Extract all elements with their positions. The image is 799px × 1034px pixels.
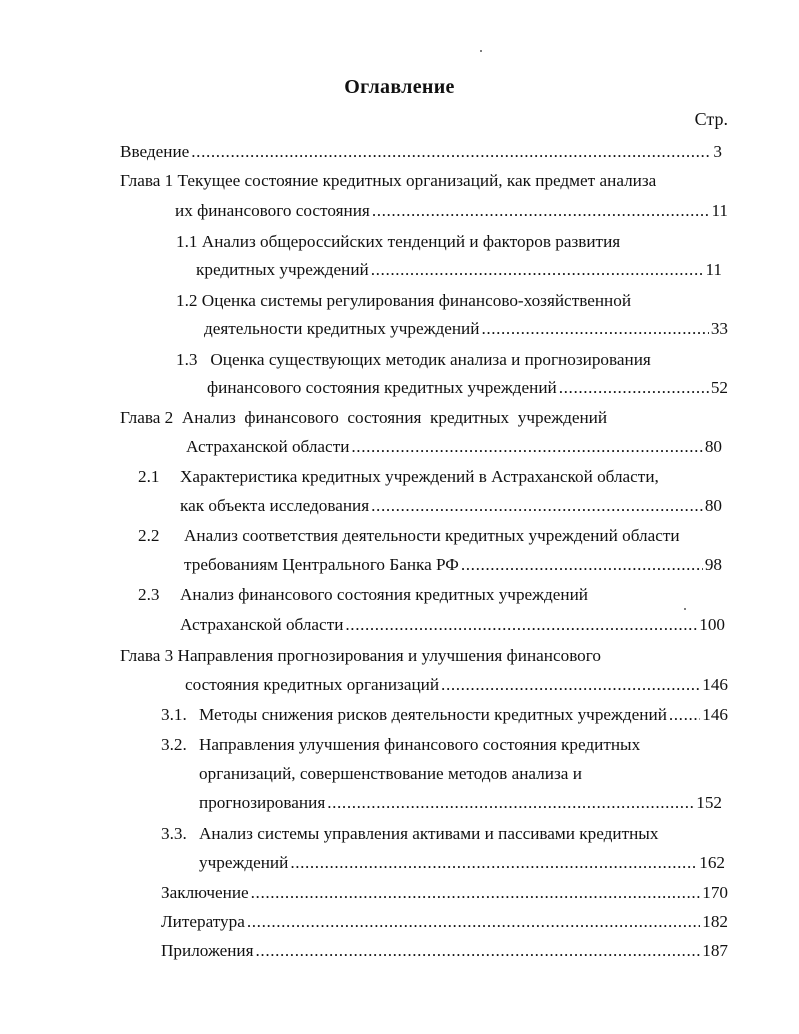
dot-leader	[247, 911, 700, 933]
toc-section-2-3-heading: Анализ финансового состояния кредитных учреждений	[180, 585, 589, 604]
toc-page-number: 3	[713, 142, 722, 161]
toc-section-3-2-heading-cont: организаций, совершенствование методов анализа и	[199, 764, 582, 783]
toc-section-2-2-number: 2.2	[138, 526, 160, 545]
toc-page-number: 98	[704, 555, 722, 574]
toc-chapter-3-entry	[185, 674, 728, 696]
dot-leader	[669, 704, 700, 726]
toc-entry-text: Астраханской области	[186, 437, 350, 456]
dot-leader	[290, 852, 697, 874]
toc-entry-text: их финансового состояния	[175, 201, 370, 220]
toc-section-3-3-heading: Анализ системы управления активами и пассивами кредитных	[199, 824, 659, 843]
toc-entry-text: учреждений	[199, 853, 289, 872]
toc-chapter-3-heading: Глава 3 Направления прогнозирования и улучшения финансового	[120, 646, 601, 665]
toc-entry-text: состояния кредитных организаций	[185, 675, 440, 694]
toc-section-2-1-heading: Характеристика кредитных учреждений в Астраханской области,	[180, 467, 659, 486]
dot-leader	[371, 259, 704, 281]
toc-section-2-3-number: 2.3	[138, 585, 160, 604]
dot-leader	[327, 792, 694, 814]
dot-leader	[461, 554, 703, 576]
toc-page-number: 80	[704, 496, 722, 515]
toc-page-number: 182	[702, 912, 728, 931]
page-column-label: Стр.	[694, 109, 728, 129]
toc-page-number: 33	[710, 319, 728, 338]
toc-entry-text: Заключение	[161, 883, 249, 902]
dot-leader	[351, 436, 702, 458]
dot-leader	[256, 940, 701, 962]
toc-entry-text: деятельности кредитных учреждений	[204, 319, 480, 338]
toc-page-number: 52	[710, 378, 728, 397]
toc-section-1-3-heading: 1.3 Оценка существующих методик анализа и прогнозирования	[176, 350, 651, 369]
toc-section-2-1-number: 2.1	[138, 467, 160, 486]
toc-entry-text: прогнозирования	[199, 793, 326, 812]
toc-section-2-2-entry	[184, 554, 722, 576]
toc-section-1-2-entry	[204, 318, 728, 340]
toc-page-number: 170	[702, 883, 728, 902]
dot-leader	[371, 495, 703, 517]
toc-entry-text: Методы снижения рисков деятельности кредитных учреждений	[199, 705, 667, 724]
toc-chapter-1-entry	[175, 200, 728, 222]
toc-section-3-2-entry	[199, 792, 722, 814]
toc-section-3-3-entry	[199, 852, 725, 874]
dot-leader	[251, 882, 701, 904]
toc-page-number: 187	[702, 941, 728, 960]
toc-entry-text: Введение	[120, 142, 190, 161]
scan-speck	[480, 50, 482, 52]
toc-page-number: 152	[696, 793, 722, 812]
toc-entry-appendices	[161, 940, 728, 962]
toc-section-3-3-number: 3.3.	[161, 824, 187, 843]
toc-entry-text: Литература	[161, 912, 245, 931]
toc-section-1-1-entry	[196, 259, 722, 281]
toc-page-number: 80	[704, 437, 722, 456]
toc-page-number: 146	[702, 675, 728, 694]
toc-entry-text: требованиям Центрального Банка РФ	[184, 555, 459, 574]
toc-chapter-1-heading: Глава 1 Текущее состояние кредитных организаций, как предмет анализа	[120, 171, 657, 190]
toc-page-number: 146	[702, 705, 728, 724]
dot-leader	[191, 141, 711, 163]
toc-entry-text: Приложения	[161, 941, 254, 960]
dot-leader	[441, 674, 700, 696]
toc-entry-text: кредитных учреждений	[196, 260, 369, 279]
toc-section-3-1-entry	[199, 704, 728, 726]
toc-page-number: 100	[699, 615, 725, 634]
toc-page-number: 11	[711, 201, 728, 220]
toc-section-2-1-entry	[180, 495, 722, 517]
dot-leader	[481, 318, 708, 340]
toc-entry-text: финансового состояния кредитных учреждений	[207, 378, 557, 397]
toc-section-3-2-heading: Направления улучшения финансового состояния кредитных	[199, 735, 641, 754]
toc-section-3-2-number: 3.2.	[161, 735, 187, 754]
scan-speck	[684, 608, 686, 610]
dot-leader	[559, 377, 709, 399]
toc-page-number: 11	[705, 260, 722, 279]
toc-section-1-3-entry	[207, 377, 728, 399]
toc-entry-text: Астраханской области	[180, 615, 344, 634]
toc-section-3-1-number: 3.1.	[161, 705, 187, 724]
toc-chapter-2-heading: Глава 2 Анализ финансового состояния кредитных учреждений	[120, 408, 608, 427]
dot-leader	[345, 614, 697, 636]
toc-entry-conclusion	[161, 882, 728, 904]
toc-chapter-2-entry	[186, 436, 722, 458]
toc-entry-intro	[120, 141, 722, 163]
toc-entry-literature	[161, 911, 728, 933]
toc-page-number: 162	[699, 853, 725, 872]
toc-section-2-2-heading: Анализ соответствия деятельности кредитных учреждений области	[184, 526, 680, 545]
toc-section-2-3-entry	[180, 614, 725, 636]
toc-section-1-2-heading: 1.2 Оценка системы регулирования финансово-хозяйственной	[176, 291, 632, 310]
dot-leader	[372, 200, 710, 222]
page-title: Оглавление	[344, 76, 455, 98]
toc-entry-text: как объекта исследования	[180, 496, 370, 515]
toc-section-1-1-heading: 1.1 Анализ общероссийских тенденций и факторов развития	[176, 232, 621, 251]
